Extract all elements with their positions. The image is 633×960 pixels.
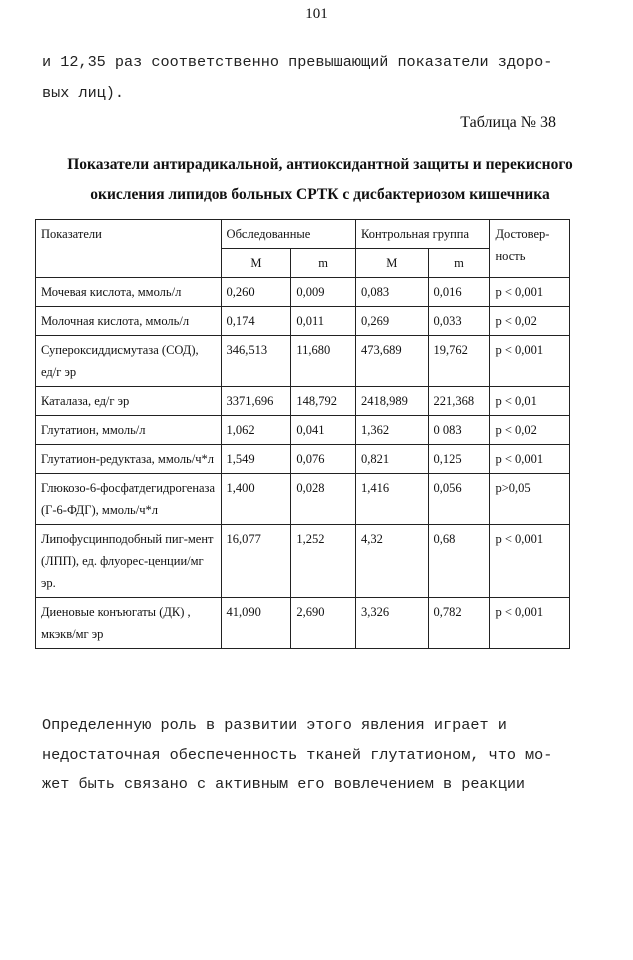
header-error-examined: m	[291, 249, 356, 278]
table-title-line-2: окисления липидов больных СРТК с дисбактериозом кишечника	[90, 186, 550, 203]
control-mean-cell: 1,416	[356, 474, 429, 525]
indicator-cell: Глюкозо-6-фосфатдегидрогеназа (Г-6-ФДГ), ммоль/ч*л	[36, 474, 222, 525]
indicator-cell: Глутатион-редуктаза, ммоль/ч*л	[36, 445, 222, 474]
examined-mean-cell: 346,513	[221, 336, 291, 387]
examined-mean-cell: 1,549	[221, 445, 291, 474]
control-error-cell: 0,016	[428, 278, 490, 307]
significance-cell: p>0,05	[490, 474, 570, 525]
table-row	[36, 474, 570, 525]
examined-error-cell: 0,041	[291, 416, 356, 445]
table-row	[36, 598, 570, 649]
significance-cell: p < 0,02	[490, 307, 570, 336]
control-mean-cell: 3,326	[356, 598, 429, 649]
table-row	[36, 307, 570, 336]
examined-error-cell: 1,252	[291, 525, 356, 598]
control-mean-cell: 0,083	[356, 278, 429, 307]
control-mean-cell: 1,362	[356, 416, 429, 445]
table-row	[36, 387, 570, 416]
significance-cell: p < 0,001	[490, 336, 570, 387]
examined-error-cell: 2,690	[291, 598, 356, 649]
indicator-cell: Молочная кислота, ммоль/л	[36, 307, 222, 336]
indicators-table	[35, 219, 570, 649]
table-body	[36, 278, 570, 649]
significance-cell: p < 0,02	[490, 416, 570, 445]
control-mean-cell: 0,269	[356, 307, 429, 336]
examined-mean-cell: 1,400	[221, 474, 291, 525]
control-error-cell: 0,68	[428, 525, 490, 598]
examined-error-cell: 11,680	[291, 336, 356, 387]
header-mean-control: М	[356, 249, 429, 278]
significance-cell: p < 0,001	[490, 525, 570, 598]
outro-line-2: недостаточная обеспеченность тканей глутатионом, что мо-	[42, 746, 553, 764]
examined-mean-cell: 0,174	[221, 307, 291, 336]
header-significance: Достовер-ность	[490, 220, 570, 278]
control-error-cell: 0,033	[428, 307, 490, 336]
examined-mean-cell: 16,077	[221, 525, 291, 598]
table-title-line-1: Показатели антирадикальной, антиоксидантной защиты и перекисного	[67, 156, 573, 173]
table-title	[30, 150, 610, 210]
indicator-cell: Липофусцинподобный пиг-мент (ЛПП), ед. флуорес-ценции/мг эр.	[36, 525, 222, 598]
control-error-cell: 0 083	[428, 416, 490, 445]
examined-mean-cell: 41,090	[221, 598, 291, 649]
control-error-cell: 221,368	[428, 387, 490, 416]
header-examined: Обследованные	[221, 220, 355, 249]
table-row	[36, 336, 570, 387]
header-error-control: m	[428, 249, 490, 278]
intro-line-1: и 12,35 раз соответственно превышающий показатели здоро-	[42, 53, 553, 71]
table-row	[36, 278, 570, 307]
header-control: Контрольная группа	[356, 220, 490, 249]
examined-error-cell: 0,011	[291, 307, 356, 336]
control-error-cell: 0,056	[428, 474, 490, 525]
significance-cell: p < 0,001	[490, 278, 570, 307]
header-mean-examined: М	[221, 249, 291, 278]
control-error-cell: 19,762	[428, 336, 490, 387]
examined-mean-cell: 3371,696	[221, 387, 291, 416]
control-error-cell: 0,125	[428, 445, 490, 474]
table-row	[36, 416, 570, 445]
table-row	[36, 525, 570, 598]
outro-line-1: Определенную роль в развитии этого явления играет и	[42, 716, 507, 734]
examined-error-cell: 0,009	[291, 278, 356, 307]
significance-cell: p < 0,01	[490, 387, 570, 416]
indicator-cell: Супероксиддисмутаза (СОД), ед/г эр	[36, 336, 222, 387]
examined-error-cell: 0,076	[291, 445, 356, 474]
control-mean-cell: 4,32	[356, 525, 429, 598]
control-error-cell: 0,782	[428, 598, 490, 649]
indicator-cell: Каталаза, ед/г эр	[36, 387, 222, 416]
header-indicator: Показатели	[36, 220, 222, 278]
examined-error-cell: 0,028	[291, 474, 356, 525]
significance-cell: p < 0,001	[490, 598, 570, 649]
page-number: 101	[305, 6, 328, 22]
examined-mean-cell: 0,260	[221, 278, 291, 307]
table-number: Таблица № 38	[460, 114, 556, 131]
indicator-cell: Мочевая кислота, ммоль/л	[36, 278, 222, 307]
control-mean-cell: 0,821	[356, 445, 429, 474]
outro-line-3: жет быть связано с активным его вовлечением в реакции	[42, 775, 526, 793]
examined-error-cell: 148,792	[291, 387, 356, 416]
indicator-cell: Глутатион, ммоль/л	[36, 416, 222, 445]
significance-cell: p < 0,001	[490, 445, 570, 474]
indicator-cell: Диеновые конъюгаты (ДК) , мкэкв/мг эр	[36, 598, 222, 649]
table-row	[36, 445, 570, 474]
intro-line-2: вых лиц).	[42, 84, 125, 102]
control-mean-cell: 2418,989	[356, 387, 429, 416]
examined-mean-cell: 1,062	[221, 416, 291, 445]
control-mean-cell: 473,689	[356, 336, 429, 387]
